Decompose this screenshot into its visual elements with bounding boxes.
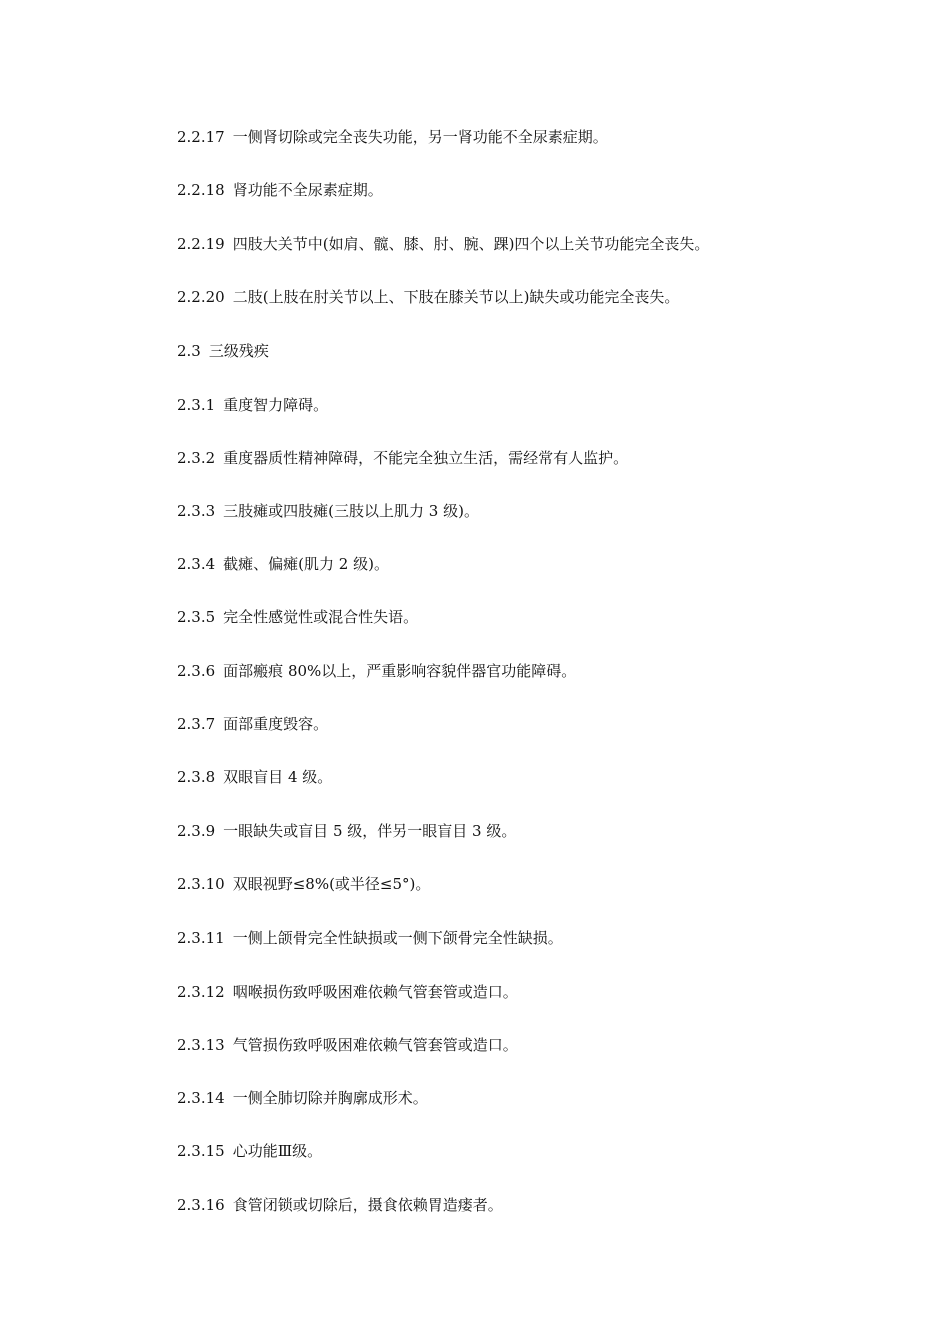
clause-2-3-15	[177, 1142, 322, 1160]
clause-number: 2.3.2	[177, 449, 216, 467]
clause-text: 食管闭锁或切除后，摄食依赖胃造瘘者。	[232, 1196, 503, 1214]
clause-number: 2.3.13	[177, 1036, 225, 1054]
clause-2-3-7	[177, 715, 328, 733]
clause-2-2-17	[177, 128, 608, 146]
clause-text: 重度智力障碍。	[223, 396, 329, 414]
clause-number: 2.3.7	[177, 715, 216, 733]
clause-2-3-1	[177, 396, 328, 414]
clause-2-3-16	[177, 1196, 503, 1214]
clause-text: 重度器质性精神障碍，不能完全独立生活，需经常有人监护。	[223, 449, 629, 467]
section-number: 2.3	[177, 342, 201, 360]
clause-2-3-3	[177, 502, 479, 520]
clause-number: 2.2.18	[177, 181, 225, 199]
clause-2-3-2	[177, 449, 628, 467]
clause-2-3-11	[177, 929, 563, 947]
clause-text: 双眼视野≤8%(或半径≤5°)。	[232, 875, 431, 893]
clause-text: 面部重度毁容。	[223, 715, 329, 733]
clause-text: 完全性感觉性或混合性失语。	[223, 608, 419, 626]
clause-2-2-18	[177, 181, 383, 199]
clause-text: 截瘫、偏瘫(肌力 2 级)。	[223, 555, 389, 573]
clause-text: 一眼缺失或盲目 5 级，伴另一眼盲目 3 级。	[223, 822, 517, 840]
clause-2-3-8	[177, 768, 332, 786]
clause-text: 四肢大关节中(如肩、髋、膝、肘、腕、踝)四个以上关节功能完全丧失。	[232, 235, 710, 253]
clause-2-3-4	[177, 555, 389, 573]
clause-text: 一侧肾切除或完全丧失功能，另一肾功能不全尿素症期。	[232, 128, 608, 146]
clause-number: 2.3.16	[177, 1196, 225, 1214]
clause-number: 2.3.14	[177, 1089, 225, 1107]
clause-2-3-10	[177, 875, 430, 893]
clause-number: 2.2.19	[177, 235, 225, 253]
clause-number: 2.3.4	[177, 555, 216, 573]
clause-number: 2.3.1	[177, 396, 216, 414]
clause-2-3-9	[177, 822, 516, 840]
section-heading-2-3	[177, 342, 269, 360]
clause-number: 2.2.20	[177, 288, 225, 306]
clause-number: 2.3.6	[177, 662, 216, 680]
clause-text: 肾功能不全尿素症期。	[232, 181, 383, 199]
clause-number: 2.3.10	[177, 875, 225, 893]
clause-2-3-14	[177, 1089, 428, 1107]
clause-2-3-5	[177, 608, 418, 626]
clause-number: 2.3.3	[177, 502, 216, 520]
clause-text: 一侧全肺切除并胸廓成形术。	[232, 1089, 428, 1107]
clause-number: 2.3.15	[177, 1142, 225, 1160]
clause-number: 2.3.9	[177, 822, 216, 840]
clause-text: 二肢(上肢在肘关节以上、下肢在膝关节以上)缺失或功能完全丧失。	[232, 288, 680, 306]
section-title: 三级残疾	[208, 342, 269, 360]
clause-text: 心功能Ⅲ级。	[232, 1142, 323, 1160]
clause-text: 面部瘢痕 80%以上，严重影响容貌伴器官功能障碍。	[223, 662, 577, 680]
clause-2-3-6	[177, 662, 576, 680]
clause-2-3-12	[177, 983, 518, 1001]
clause-number: 2.3.8	[177, 768, 216, 786]
clause-number: 2.3.5	[177, 608, 216, 626]
clause-text: 咽喉损伤致呼吸困难依赖气管套管或造口。	[232, 983, 518, 1001]
clause-text: 一侧上颌骨完全性缺损或一侧下颌骨完全性缺损。	[232, 929, 563, 947]
clause-number: 2.3.12	[177, 983, 225, 1001]
clause-text: 三肢瘫或四肢瘫(三肢以上肌力 3 级)。	[223, 502, 479, 520]
clause-2-2-19	[177, 235, 709, 253]
clause-number: 2.2.17	[177, 128, 225, 146]
clause-number: 2.3.11	[177, 929, 225, 947]
clause-text: 气管损伤致呼吸困难依赖气管套管或造口。	[232, 1036, 518, 1054]
clause-2-3-13	[177, 1036, 518, 1054]
clause-2-2-20	[177, 288, 679, 306]
clause-text: 双眼盲目 4 级。	[223, 768, 333, 786]
